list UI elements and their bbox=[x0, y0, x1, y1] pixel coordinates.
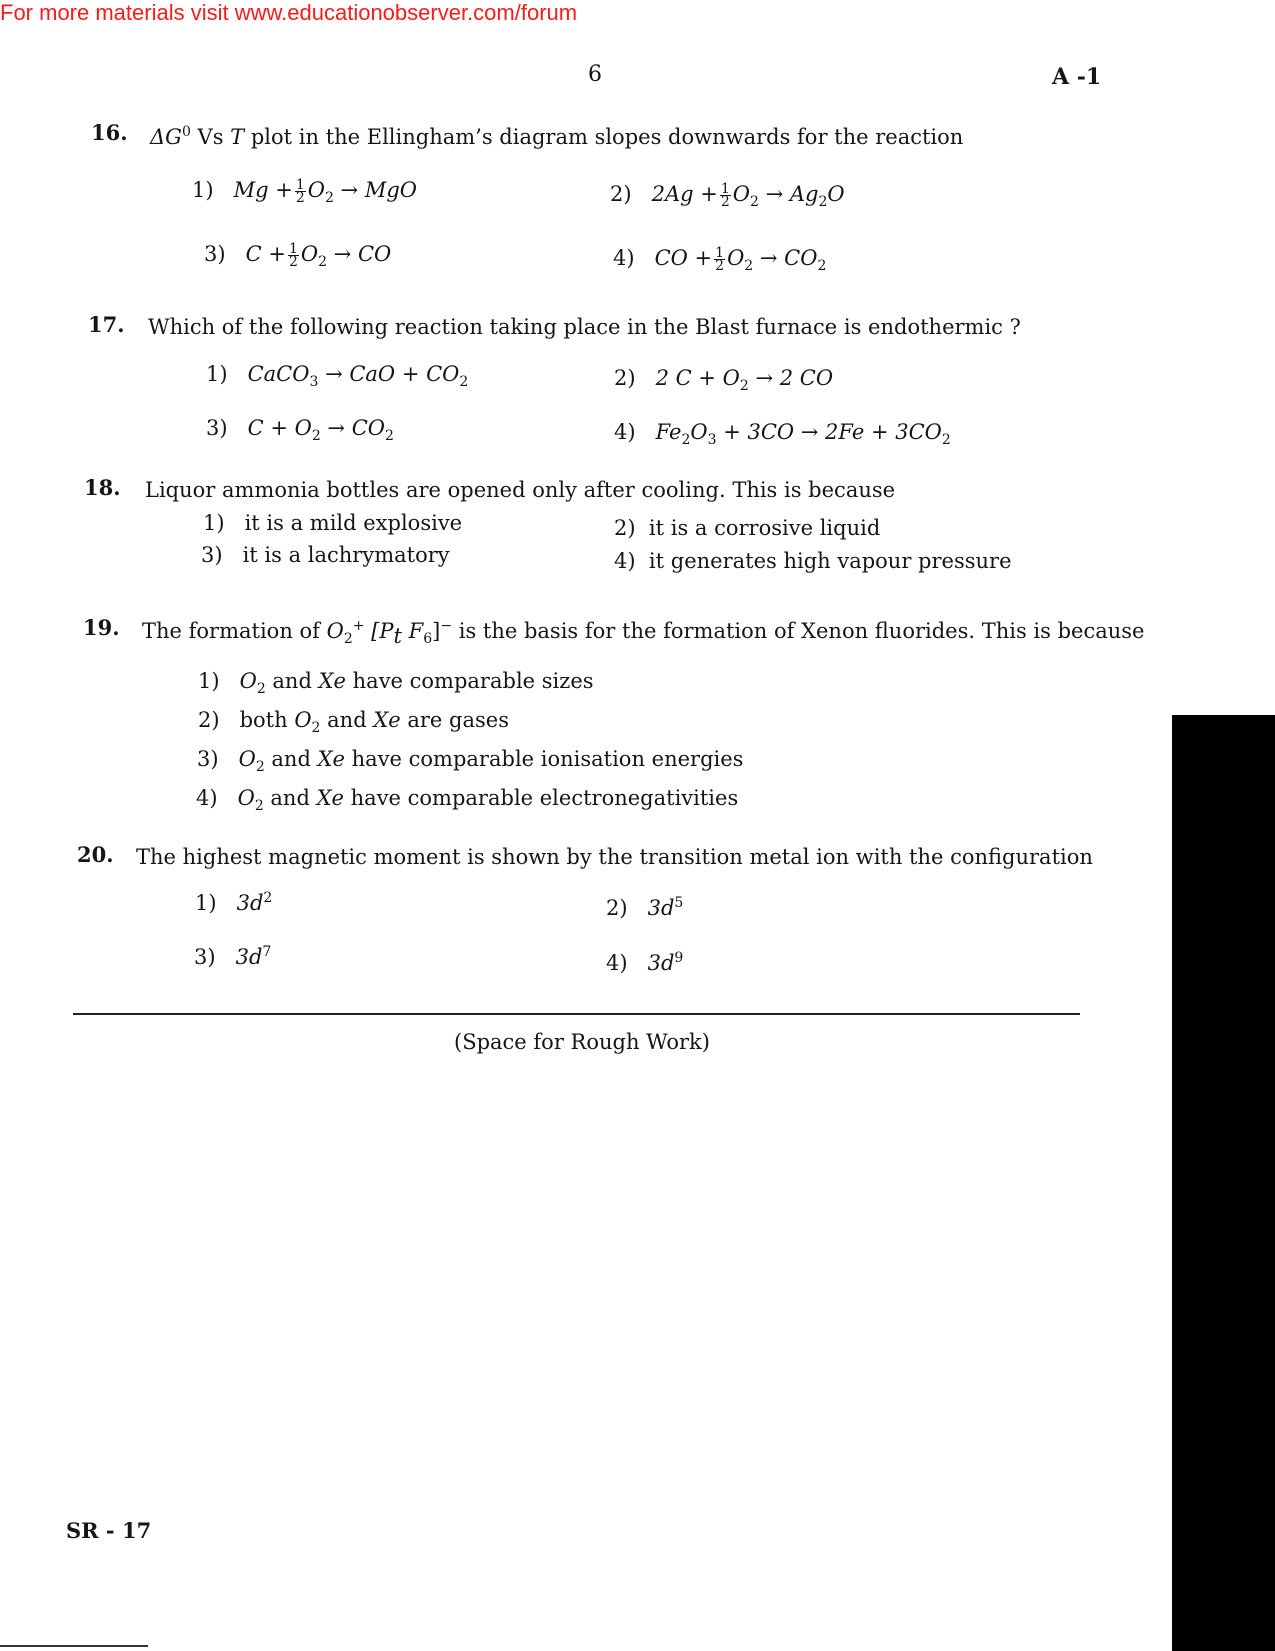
question-19-option-3[interactable]: 3) $O_2$ and Xe have comparable ionisation energies bbox=[197, 747, 744, 776]
footer-page-code: SR - 17 bbox=[66, 1518, 152, 1543]
question-16-option-1[interactable]: 1) Mg + $\frac{1}{2}$ $O_2$ → MgO bbox=[192, 177, 417, 207]
question-20-option-1[interactable]: 1) $3d^2$ bbox=[195, 890, 273, 915]
page-number: 6 bbox=[588, 62, 602, 87]
question-19-option-1[interactable]: 1) $O_2$ and Xe have comparable sizes bbox=[198, 669, 594, 698]
question-17-option-1[interactable]: 1) CaCO$_3$ → CaO + $CO_2$ bbox=[206, 362, 469, 391]
question-19-option-4[interactable]: 4) $O_2$ and Xe have comparable electronegativities bbox=[196, 786, 739, 815]
question-16-number: 16. bbox=[91, 120, 128, 145]
question-18-option-1[interactable]: 1) it is a mild explosive bbox=[203, 511, 463, 535]
question-16-option-3[interactable]: 3) C + $\frac{1}{2}$ $O_2$ → CO bbox=[204, 241, 392, 271]
source-banner: For more materials visit www.educationobserver.com/forum bbox=[0, 0, 578, 25]
question-16-option-2[interactable]: 2) 2Ag + $\frac{1}{2}$ $O_2 \to Ag_2O$ bbox=[610, 181, 845, 211]
question-17-text: Which of the following reaction taking place in the Blast furnace is endothermic ? bbox=[148, 315, 1021, 339]
question-19-option-2[interactable]: 2) both $O_2$ and Xe are gases bbox=[198, 708, 509, 737]
bottom-scan-line bbox=[0, 1645, 148, 1647]
question-20-option-3[interactable]: 3) $3d^7$ bbox=[194, 944, 272, 969]
question-20-text: The highest magnetic moment is shown by the transition metal ion with the configuration bbox=[136, 845, 1093, 869]
question-17-option-2[interactable]: 2) 2 $C + O_2 \to 2$ CO bbox=[614, 366, 834, 395]
question-17-option-3[interactable]: 3) $C + O_2 \to CO_2$ bbox=[206, 416, 394, 445]
question-18-option-2[interactable]: 2) it is a corrosive liquid bbox=[614, 516, 881, 540]
scan-edge-shadow bbox=[1172, 715, 1275, 1651]
question-17-number: 17. bbox=[88, 312, 125, 337]
question-18-option-4[interactable]: 4) it generates high vapour pressure bbox=[614, 549, 1012, 573]
paper-code: A -1 bbox=[1052, 64, 1102, 90]
question-18-option-3[interactable]: 3) it is a lachrymatory bbox=[201, 543, 450, 567]
question-19-number: 19. bbox=[83, 615, 120, 640]
rough-work-label: (Space for Rough Work) bbox=[454, 1030, 710, 1054]
question-20-option-2[interactable]: 2) $3d^5$ bbox=[606, 895, 684, 920]
question-20-option-4[interactable]: 4) $3d^9$ bbox=[606, 950, 684, 975]
question-18-number: 18. bbox=[84, 475, 121, 500]
question-16-text: $\Delta G^0$ Vs T plot in the Ellingham’s diagram slopes downwards for the reaction bbox=[150, 124, 964, 149]
question-19-text: The formation of $O_2^+$ [$P_t$ $F_6]^-$ is the basis for the formation of Xenon fluorides. This is because bbox=[142, 618, 1145, 649]
question-17-option-4[interactable]: 4) $Fe_2O_3 + 3CO \to 2Fe + 3CO_2$ bbox=[614, 420, 951, 449]
question-20-number: 20. bbox=[77, 842, 114, 867]
question-18-text: Liquor ammonia bottles are opened only after cooling. This is because bbox=[145, 478, 896, 502]
question-16-option-4[interactable]: 4) CO + $\frac{1}{2}$ $O_2 \to CO_2$ bbox=[613, 245, 827, 275]
divider-rule bbox=[73, 1013, 1080, 1015]
